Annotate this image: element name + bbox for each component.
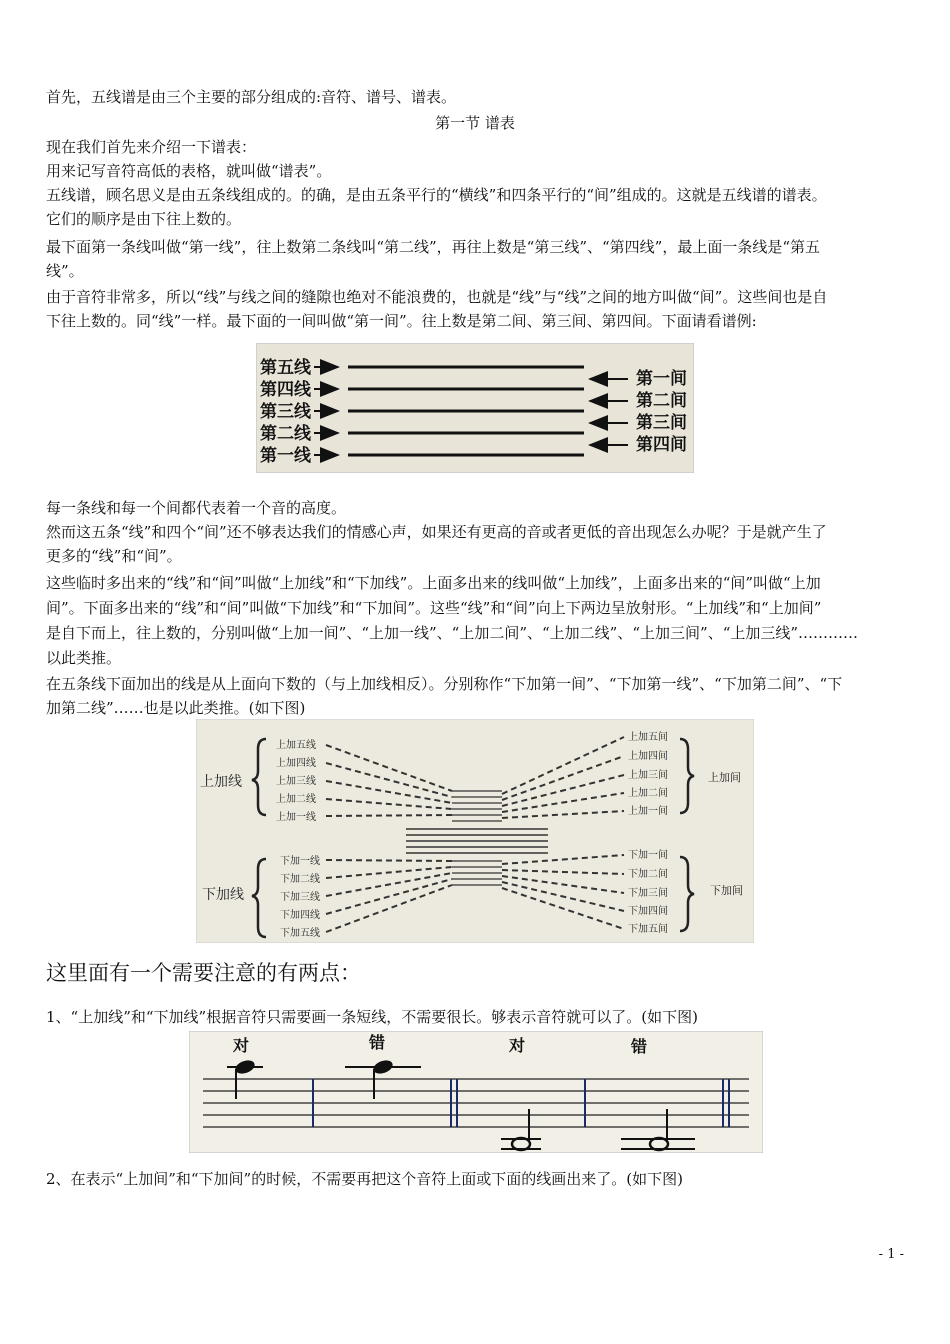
upper-ledger-label: 上加三线 [276,776,316,787]
staff-space-label: 第一间 [636,369,687,389]
text-line: 它们的顺序是由下往上数的。 [46,210,242,228]
text-line: 在五条线下面加出的线是从上面向下数的（与上加线相反）。分别称作“下加第一间”、“下加第一线”、“下加第二间”、“下 [46,675,843,693]
upper-ledger-label: 上加五线 [276,740,316,751]
upper-ledger-label: 上加一线 [276,812,316,823]
text-line: 1、“上加线”和“下加线”根据音符只需要画一条短线，不需要很长。够表示音符就可以了。(如下图) [46,1008,698,1026]
wrong-label: 错 [631,1037,648,1056]
intro-line: 首先，五线谱是由三个主要的部分组成的:音符、谱号、谱表。 [46,88,457,106]
text-line: 以此类推。 [46,649,122,667]
text-line: 现在我们首先来介绍一下谱表： [46,138,257,156]
upper-space-label: 上加三间 [628,770,668,781]
upper-ledger-group-label: 上加线 [200,774,242,790]
text-line: 每一条线和每一个间都代表着一个音的高度。 [46,499,347,517]
text-line: 然而这五条“线”和四个“间”还不够表达我们的情感心声，如果还有更高的音或者更低的音出现怎么办呢？于是就产生了 [46,523,827,541]
lower-ledger-label: 下加五线 [280,928,320,939]
staff-line-label: 第二线 [260,424,311,444]
text-line: 更多的“线”和“间”。 [46,547,182,565]
correct-label: 对 [233,1036,250,1055]
upper-space-label: 上加四间 [628,751,668,762]
text-line: 最下面第一条线叫做“第一线”，往上数第二条线叫“第二线”，再往上数是“第三线”、“第四线”，最上面一条线是“第五 [46,238,821,256]
staff-space-label: 第三间 [636,413,687,433]
text-line: 五线谱，顾名思义是由五条线组成的。的确，是由五条平行的“横线”和四条平行的“间”组成的。这就是五线谱的谱表。 [46,186,827,204]
correct-label: 对 [509,1036,526,1055]
staff-space-label: 第四间 [636,435,687,455]
staff-space-label: 第二间 [636,391,687,411]
lower-ledger-label: 下加一线 [280,856,320,867]
text-line: 线”。 [46,262,84,280]
staff-line-label: 第一线 [260,446,311,466]
page-number: - 1 - [878,1247,904,1262]
subheading: 这里面有一个需要注意的有两点： [46,961,361,985]
text-line: 间”。下面多出来的“线”和“间”叫做“下加线”和“下加间”。这些“线”和“间”向上下两边呈放射形。“上加线”和“上加间” [46,599,822,617]
lower-space-label: 下加三间 [628,888,668,899]
ledger-length-diagram [189,1031,763,1153]
staff-diagram [256,343,694,473]
upper-space-label: 上加一间 [628,806,668,817]
text-line: 2、在表示“上加间”和“下加间”的时候，不需要再把这个音符上面或下面的线画出来了。(如下图) [46,1170,683,1188]
upper-space-label: 上加二间 [628,788,668,799]
staff-line-label: 第四线 [260,380,311,400]
upper-space-label: 上加五间 [628,732,668,743]
lower-space-label: 下加一间 [628,850,668,861]
staff-line-label: 第三线 [260,402,311,422]
upper-space-group-label: 上加间 [708,771,741,784]
upper-ledger-label: 上加四线 [276,758,316,769]
lower-ledger-label: 下加四线 [280,910,320,921]
section-title: 第一节 谱表 [435,114,515,132]
ledger-lines-diagram [196,719,754,943]
lower-ledger-group-label: 下加线 [202,887,244,903]
wrong-label: 错 [369,1033,386,1052]
text-line: 下往上数的。同“线”一样。最下面的一间叫做“第一间”。往上数是第二间、第三间、第四间。下面请看谱例: [46,312,757,330]
lower-space-label: 下加二间 [628,869,668,880]
text-line: 由于音符非常多，所以“线”与线之间的缝隙也绝对不能浪费的，也就是“线”与“线”之间的地方叫做“间”。这些间也是自 [46,288,828,306]
text-line: 这些临时多出来的“线”和“间”叫做“上加线”和“下加线”。上面多出来的线叫做“上加线”，上面多出来的“间”叫做“上加 [46,574,821,592]
lower-space-label: 下加五间 [628,924,668,935]
lower-ledger-label: 下加二线 [280,874,320,885]
upper-ledger-label: 上加二线 [276,794,316,805]
text-line: 是自下而上，往上数的，分别叫做“上加一间”、“上加一线”、“上加二间”、“上加二线”、“上加三间”、“上加三线”………… [46,624,859,642]
lower-space-label: 下加四间 [628,906,668,917]
staff-line-label: 第五线 [260,358,311,378]
lower-ledger-label: 下加三线 [280,892,320,903]
text-line: 加第二线”……也是以此类推。(如下图) [46,699,306,717]
text-line: 用来记写音符高低的表格，就叫做“谱表”。 [46,162,332,180]
lower-space-group-label: 下加间 [710,884,743,897]
